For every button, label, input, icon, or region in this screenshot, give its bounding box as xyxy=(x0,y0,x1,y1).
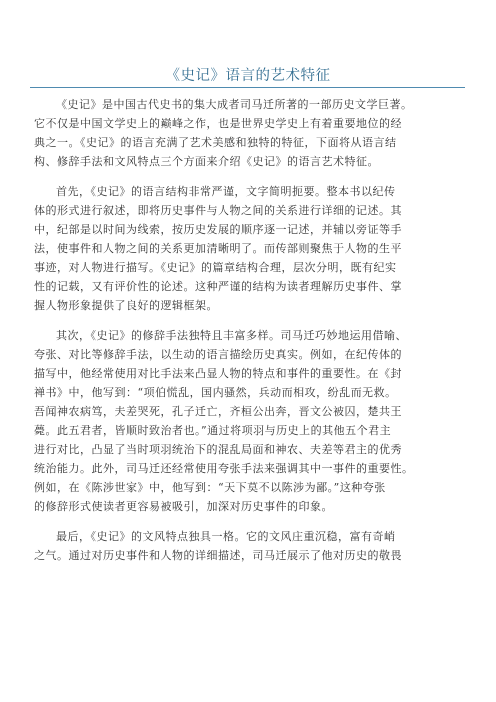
paragraph-line: 握人物形象提供了良好的逻辑框架。 xyxy=(34,299,218,312)
paragraph-line: 最后，《史记》的文风特点独具一格。它的文风庄重沉稳，富有奇峭 xyxy=(56,530,396,543)
paragraph-style xyxy=(34,527,462,565)
paragraph-line: 体的形式进行叙述，即将历史事件与人物之间的关系进行详细的记述。其 xyxy=(34,204,402,217)
paragraph-structure xyxy=(34,182,462,315)
paragraph-line: 统治能力。此外，司马迁还经常使用夸张手法来强调其中一事件的重要性。 xyxy=(34,462,414,475)
paragraph-line: 描写中，他经常使用对比手法来凸显人物的特点和事件的重要性。在《封 xyxy=(34,367,402,380)
paragraph-line: 吾闻神农病笃，夫差哭死，孔子迁亡，齐桓公出奔，晋文公被囚，楚共王 xyxy=(34,405,402,418)
paragraph-line: 《史记》是中国古代史书的集大成者司马迁所著的一部历史文学巨著。 xyxy=(56,98,413,111)
paragraph-line: 薨。此五君者，皆顺时致治者也。”通过将项羽与历史上的其他五个君主 xyxy=(34,424,392,437)
paragraph-line: 的修辞形式使读者更容易被吸引，加深对历史事件的印象。 xyxy=(34,500,333,513)
page-title: 《史记》语言的艺术特征 xyxy=(165,68,331,84)
paragraph-line: 例如，在《陈涉世家》中，他写到：“天下莫不以陈涉为鄙。”这种夸张 xyxy=(34,481,386,494)
paragraph-line: 性的记载，又有评价性的论述。这种严谨的结构为读者理解历史事件、掌 xyxy=(34,280,402,293)
paragraph-line: 构、修辞手法和文风特点三个方面来介绍《史记》的语言艺术特征。 xyxy=(34,155,379,168)
title-underline xyxy=(30,87,465,88)
paragraph-line: 禅书》中，他写到：“项伯慌乱，国内骚然，兵动而相攻，纷乱而无救。 xyxy=(34,386,397,399)
paragraph-line: 它不仅是中国文学史上的巅峰之作，也是世界史学史上有着重要地位的经 xyxy=(34,117,402,130)
paragraph-rhetoric xyxy=(34,326,462,516)
paragraph-line: 法，使事件和人物之间的关系更加清晰明了。而传部则聚焦于人物的生平 xyxy=(34,242,402,255)
paragraph-line: 中，纪部是以时间为线索，按历史发展的顺序逐一记述，并辅以旁证等手 xyxy=(34,223,402,236)
paragraph-line: 之气。通过对历史事件和人物的详细描述，司马迁展示了他对历史的敬畏 xyxy=(34,549,402,562)
article-body xyxy=(34,95,462,576)
paragraph-line: 事迹，对人物进行描写。《史记》的篇章结构合理，层次分明，既有纪实 xyxy=(34,261,397,274)
paragraph-line: 其次，《史记》的修辞手法独特且丰富多样。司马迁巧妙地运用借喻、 xyxy=(56,329,407,342)
paragraph-line: 进行对比，凸显了当时项羽统治下的混乱局面和神农、夫差等君主的优秀 xyxy=(34,443,402,456)
paragraph-line: 首先，《史记》的语言结构非常严谨，文字简明扼要。整本书以纪传 xyxy=(56,185,396,198)
paragraph-line: 夸张、对比等修辞手法，以生动的语言描绘历史真实。例如，在纪传体的 xyxy=(34,348,402,361)
paragraph-line: 典之一。《史记》的语言充满了艺术美感和独特的特征，下面将从语言结 xyxy=(34,136,397,149)
paragraph-intro xyxy=(34,95,462,171)
